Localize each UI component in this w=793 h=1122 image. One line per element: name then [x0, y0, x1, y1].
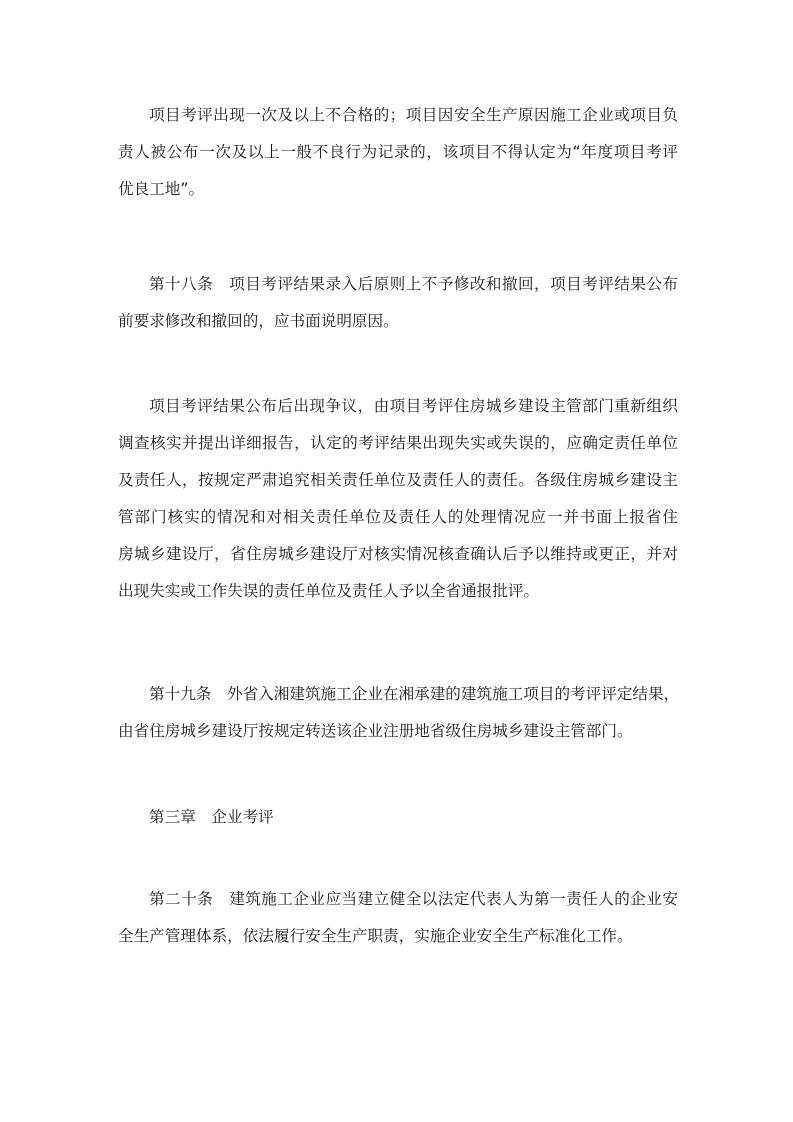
text-line: 第三章 企业考评: [149, 808, 274, 826]
chapter-heading: [118, 799, 678, 836]
paragraph-4: [118, 676, 678, 750]
text-line: 前要求修改和撤回的，应书面说明原因。: [118, 312, 399, 330]
paragraph-1: [118, 97, 678, 208]
text-line: 项目考评结果公布后出现争议，由项目考评住房城乡建设主管部门重新组织: [149, 397, 678, 415]
text-line: 责人被公布一次及以上一般不良行为记录的，该项目不得认定为“年度项目考评: [118, 143, 678, 161]
text-line: 项目考评出现一次及以上不合格的；项目因安全生产原因施工企业或项目负: [149, 106, 678, 124]
paragraph-3: [118, 388, 678, 610]
paragraph-6: [118, 881, 678, 955]
text-line: 全生产管理体系，依法履行安全生产职责，实施企业安全生产标准化工作。: [118, 927, 633, 945]
text-line: 调查核实并提出详细报告，认定的考评结果出现失实或失误的，应确定责任单位: [118, 434, 678, 452]
text-line: 第十八条 项目考评结果录入后原则上不予修改和撤回，项目考评结果公布: [149, 275, 678, 293]
text-line: 管部门核实的情况和对相关责任单位及责任人的处理情况应一并书面上报省住: [118, 508, 678, 526]
text-line: 由省住房城乡建设厅按规定转送该企业注册地省级住房城乡建设主管部门。: [118, 722, 633, 740]
text-line: 出现失实或工作失误的责任单位及责任人予以全省通报批评。: [118, 582, 540, 600]
text-line: 第十九条 外省入湘建筑施工企业在湘承建的建筑施工项目的考评评定结果，: [149, 685, 680, 703]
paragraph-2: [118, 266, 678, 340]
text-line: 第二十条 建筑施工企业应当建立健全以法定代表人为第一责任人的企业安: [149, 890, 678, 908]
text-line: 房城乡建设厅，省住房城乡建设厅对核实情况核查确认后予以维持或更正，并对: [118, 545, 678, 563]
text-line: 及责任人，按规定严肃追究相关责任单位及责任人的责任。各级住房城乡建设主: [118, 471, 678, 489]
text-line: 优良工地”。: [118, 180, 205, 198]
